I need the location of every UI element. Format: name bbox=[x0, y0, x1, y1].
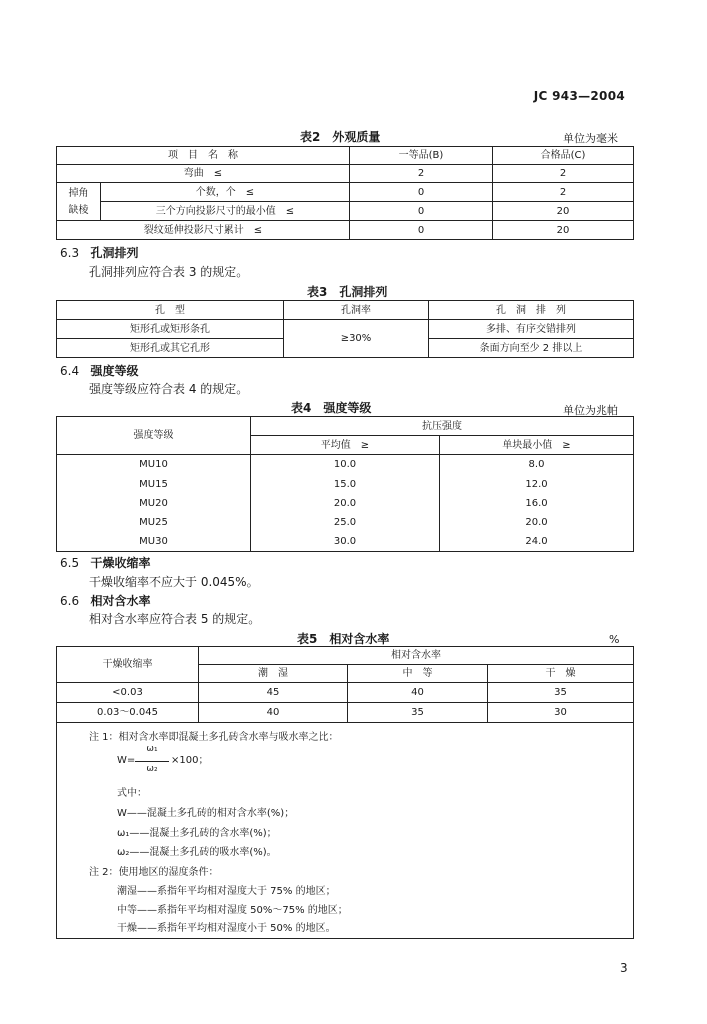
table5-notes-row bbox=[57, 723, 634, 939]
table2-cell-b: 0 bbox=[350, 221, 493, 240]
table2-row-label: 裂纹延伸投影尺寸累计 ≤ bbox=[57, 221, 350, 240]
table3-cell-arrangement: 条面方向至少 2 排以上 bbox=[429, 339, 634, 358]
table3-cell-arrangement: 多排、有序交错排列 bbox=[429, 320, 634, 339]
table-row bbox=[57, 475, 634, 494]
note-2: 注 2：使用地区的湿度条件： bbox=[89, 867, 219, 878]
table4-cell-min: 24.0 bbox=[440, 532, 634, 552]
table5-header-row bbox=[57, 647, 634, 665]
table-row bbox=[57, 703, 634, 723]
section-6-3-text: 孔洞排列应符合表 3 的规定。 bbox=[89, 265, 249, 279]
table5-unit: % bbox=[609, 633, 620, 646]
table-row bbox=[57, 455, 634, 475]
section-title: 强度等级 bbox=[90, 364, 139, 378]
standard-code: JC 943—2004 bbox=[533, 89, 625, 103]
medium-definition: 中等——系指年平均相对湿度 50%～75% 的地区； bbox=[117, 905, 348, 916]
table-row bbox=[57, 202, 634, 221]
table-row bbox=[57, 494, 634, 513]
where-label: 式中： bbox=[117, 788, 147, 799]
table2-cell-b: 0 bbox=[350, 183, 493, 202]
table4-header-strength: 抗压强度 bbox=[251, 417, 634, 436]
table4-cell-avg: 15.0 bbox=[251, 475, 440, 494]
section-6-4-text: 强度等级应符合表 4 的规定。 bbox=[89, 382, 249, 396]
table5-cell-shrink: <0.03 bbox=[57, 683, 199, 703]
table5-header-humid: 潮 湿 bbox=[199, 665, 348, 683]
table-row bbox=[57, 221, 634, 240]
table4-cell-grade: MU20 bbox=[57, 494, 251, 513]
table2-cell-b: 0 bbox=[350, 202, 493, 221]
table4-cell-avg: 10.0 bbox=[251, 455, 440, 475]
table5-header-medium: 中 等 bbox=[348, 665, 488, 683]
table5-notes-cell bbox=[57, 723, 634, 939]
table3-cell-ratio: ≥30% bbox=[284, 320, 429, 358]
table5-header-moisture: 相对含水率 bbox=[199, 647, 634, 665]
table-row bbox=[57, 683, 634, 703]
table5-caption: 表5 相对含水率 bbox=[297, 632, 390, 646]
note-1: 注 1：相对含水率即混凝土多孔砖含水率与吸水率之比： bbox=[89, 732, 339, 743]
section-6-5-heading bbox=[60, 554, 151, 571]
section-number: 6.6 bbox=[60, 594, 80, 608]
section-6-5-text: 干燥收缩率不应大于 0.045%。 bbox=[89, 575, 259, 589]
table-row bbox=[57, 183, 634, 202]
section-6-4-heading bbox=[60, 362, 139, 379]
table-row bbox=[57, 513, 634, 532]
table5-cell-shrink: 0.03～0.045 bbox=[57, 703, 199, 723]
section-6-6-text: 相对含水率应符合表 5 的规定。 bbox=[89, 612, 261, 626]
table5-cell-medium: 35 bbox=[348, 703, 488, 723]
table2-cell-c: 20 bbox=[493, 202, 634, 221]
table-row bbox=[57, 532, 634, 552]
table2-cell-c: 2 bbox=[493, 165, 634, 183]
table5-cell-dry: 35 bbox=[488, 683, 634, 703]
table-row bbox=[57, 165, 634, 183]
dry-definition: 干燥——系指年平均相对湿度小于 50% 的地区。 bbox=[117, 923, 336, 934]
table2-group-label-line1: 掉角 bbox=[68, 187, 89, 199]
table2-cell-c: 20 bbox=[493, 221, 634, 240]
table2-header-item: 项 目 名 称 bbox=[57, 147, 350, 165]
table3-header-arrangement: 孔 洞 排 列 bbox=[429, 301, 634, 320]
table4-header-avg: 平均值 ≥ bbox=[251, 436, 440, 455]
table2-group-label bbox=[57, 183, 101, 221]
table4-unit: 单位为兆帕 bbox=[563, 404, 618, 417]
table2-group-label-line2: 缺棱 bbox=[68, 204, 89, 216]
section-title: 相对含水率 bbox=[90, 594, 151, 608]
table4-cell-avg: 20.0 bbox=[251, 494, 440, 513]
formula-lhs: W= bbox=[117, 755, 136, 766]
table5 bbox=[56, 646, 634, 939]
table4-cell-min: 20.0 bbox=[440, 513, 634, 532]
table4-cell-min: 8.0 bbox=[440, 455, 634, 475]
table2-row-label: 三个方向投影尺寸的最小值 ≤ bbox=[101, 202, 350, 221]
table5-header-shrink: 干燥收缩率 bbox=[57, 647, 199, 683]
table2 bbox=[56, 146, 634, 240]
section-number: 6.3 bbox=[60, 246, 80, 260]
table5-header-dry: 干 燥 bbox=[488, 665, 634, 683]
table3-cell-type: 矩形孔或矩形条孔 bbox=[57, 320, 284, 339]
table5-cell-medium: 40 bbox=[348, 683, 488, 703]
table4-cell-avg: 25.0 bbox=[251, 513, 440, 532]
table3 bbox=[56, 300, 634, 358]
table3-header-row bbox=[57, 301, 634, 320]
table4-cell-grade: MU10 bbox=[57, 455, 251, 475]
table4-cell-avg: 30.0 bbox=[251, 532, 440, 552]
table2-header-row bbox=[57, 147, 634, 165]
table4-header-min: 单块最小值 ≥ bbox=[440, 436, 634, 455]
table4-header-grade: 强度等级 bbox=[57, 417, 251, 455]
table5-cell-humid: 45 bbox=[199, 683, 348, 703]
humid-definition: 潮湿——系指年平均相对湿度大于 75% 的地区； bbox=[117, 886, 336, 897]
table2-row-label: 个数，个 ≤ bbox=[101, 183, 350, 202]
table2-caption: 表2 外观质量 bbox=[300, 130, 381, 144]
table4-cell-grade: MU15 bbox=[57, 475, 251, 494]
table2-header-grade-c: 合格品(C) bbox=[493, 147, 634, 165]
section-number: 6.4 bbox=[60, 364, 80, 378]
table5-cell-dry: 30 bbox=[488, 703, 634, 723]
section-6-3-heading bbox=[60, 244, 139, 261]
formula-fraction-bar bbox=[135, 761, 169, 762]
section-title: 孔洞排列 bbox=[90, 246, 139, 260]
table4-cell-min: 16.0 bbox=[440, 494, 634, 513]
table2-unit: 单位为毫米 bbox=[563, 132, 618, 145]
table3-header-ratio: 孔洞率 bbox=[284, 301, 429, 320]
page-number: 3 bbox=[620, 961, 628, 975]
table3-header-type: 孔 型 bbox=[57, 301, 284, 320]
formula-numerator: ω₁ bbox=[146, 744, 158, 754]
def-w1: ω₁——混凝土多孔砖的含水率(%)； bbox=[117, 828, 277, 839]
table2-cell-b: 2 bbox=[350, 165, 493, 183]
table4-cell-min: 12.0 bbox=[440, 475, 634, 494]
def-w2: ω₂——混凝土多孔砖的吸水率(%)。 bbox=[117, 847, 277, 858]
table4-cell-grade: MU25 bbox=[57, 513, 251, 532]
formula-rhs: ×100； bbox=[171, 755, 209, 766]
table4-caption: 表4 强度等级 bbox=[291, 401, 372, 415]
table4 bbox=[56, 416, 634, 552]
table-row bbox=[57, 320, 634, 339]
section-title: 干燥收缩率 bbox=[90, 556, 151, 570]
table4-header-row bbox=[57, 417, 634, 436]
table5-cell-humid: 40 bbox=[199, 703, 348, 723]
table3-cell-type: 矩形孔或其它孔形 bbox=[57, 339, 284, 358]
table2-header-grade-b: 一等品(B) bbox=[350, 147, 493, 165]
table3-caption: 表3 孔洞排列 bbox=[307, 285, 388, 299]
table4-cell-grade: MU30 bbox=[57, 532, 251, 552]
section-6-6-heading bbox=[60, 592, 151, 609]
section-number: 6.5 bbox=[60, 556, 80, 570]
def-w: W——混凝土多孔砖的相对含水率(%)； bbox=[117, 808, 295, 819]
table2-cell-c: 2 bbox=[493, 183, 634, 202]
table2-row-label: 弯曲 ≤ bbox=[57, 165, 350, 183]
formula-denominator: ω₂ bbox=[146, 764, 158, 774]
